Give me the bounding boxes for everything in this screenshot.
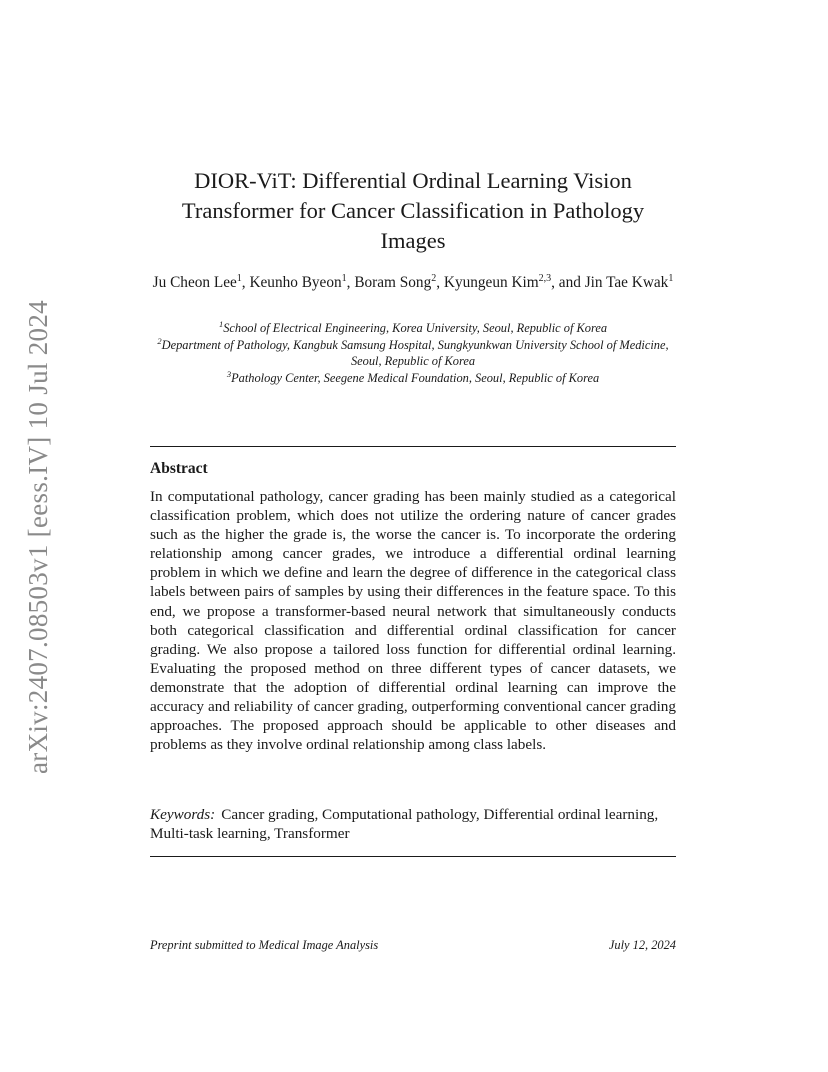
author-separator: , bbox=[346, 274, 355, 291]
author-name: Kyungeun Kim bbox=[443, 274, 539, 291]
author-affil-mark: 2,3 bbox=[538, 273, 552, 284]
author-separator: , bbox=[436, 274, 444, 291]
affiliation-mark: 1 bbox=[218, 319, 224, 329]
author-affil-mark: 2 bbox=[431, 273, 437, 284]
author-name: Jin Tae Kwak bbox=[584, 274, 669, 291]
author-separator: , bbox=[241, 274, 250, 291]
author-list bbox=[150, 273, 676, 292]
abstract-heading: Abstract bbox=[150, 460, 208, 477]
abstract-text: In computational pathology, cancer grading has been mainly studied as a categorical classification problem, which does not utilize the ordering nature of cancer grades such as the higher the grade is, the worse the cancer is. To incorporate the ordering relationship among cancer grades, we introduce a differential ordinal learning problem in which we define and learn the degree of difference in the categorical class labels between pairs of samples by using their differences in the feature space. To this end, we propose a transformer-based neural network that simultaneously conducts both categorical classification and differential ordinal classification for cancer grading. We also propose a tailored loss function for differential ordinal learning. Evaluating the proposed method on three different types of cancer datasets, we demonstrate that the adoption of differential ordinal learning can improve the accuracy and reliability of cancer grading, outperforming conventional cancer grading approaches. The proposed approach should be applicable to other diseases and problems as they involve ordinal relationship among class labels. bbox=[150, 488, 676, 754]
affiliation bbox=[150, 370, 676, 387]
abstract-top-rule bbox=[150, 446, 676, 447]
affiliation-mark: 3 bbox=[226, 368, 232, 379]
abstract-bottom-rule bbox=[150, 856, 676, 857]
title-line: DIOR-ViT: Differential Ordinal Learning Vision bbox=[194, 168, 632, 193]
affiliation bbox=[150, 320, 676, 337]
title-line: Images bbox=[380, 228, 446, 253]
keywords-text: Cancer grading, Computational pathology, Differential ordinal learning, Multi-task learning, Transformer bbox=[150, 806, 659, 843]
affiliation bbox=[150, 337, 676, 370]
affiliation-text: Pathology Center, Seegene Medical Foundation, Seoul, Republic of Korea bbox=[231, 370, 600, 385]
author-separator: , and bbox=[551, 274, 585, 291]
affiliation-text: Department of Pathology, Kangbuk Samsung Hospital, Sungkyunkwan University School of Medicine, Seoul, Republic of Korea bbox=[161, 337, 669, 368]
affiliation-text: School of Electrical Engineering, Korea University, Seoul, Republic of Korea bbox=[223, 321, 608, 335]
author-name: Ju Cheon Lee bbox=[152, 274, 237, 291]
affiliation-list bbox=[150, 320, 676, 386]
arxiv-identifier-stamp: arXiv:2407.08503v1 [eess.IV] 10 Jul 2024 bbox=[23, 300, 53, 774]
author-affil-mark: 1 bbox=[236, 273, 242, 284]
title-line: Transformer for Cancer Classification in Pathology bbox=[181, 198, 645, 223]
author-affil-mark: 1 bbox=[668, 273, 674, 284]
affiliation-mark: 2 bbox=[157, 335, 162, 346]
author-name: Boram Song bbox=[354, 274, 432, 291]
keywords-label: Keywords: bbox=[150, 806, 216, 823]
preprint-date: July 12, 2024 bbox=[608, 938, 676, 952]
keywords-section bbox=[150, 805, 676, 843]
author-name: Keunho Byeon bbox=[249, 274, 342, 291]
paper-title bbox=[150, 166, 676, 256]
preprint-note: Preprint submitted to Medical Image Analysis bbox=[150, 938, 379, 952]
author-affil-mark: 1 bbox=[341, 273, 347, 284]
